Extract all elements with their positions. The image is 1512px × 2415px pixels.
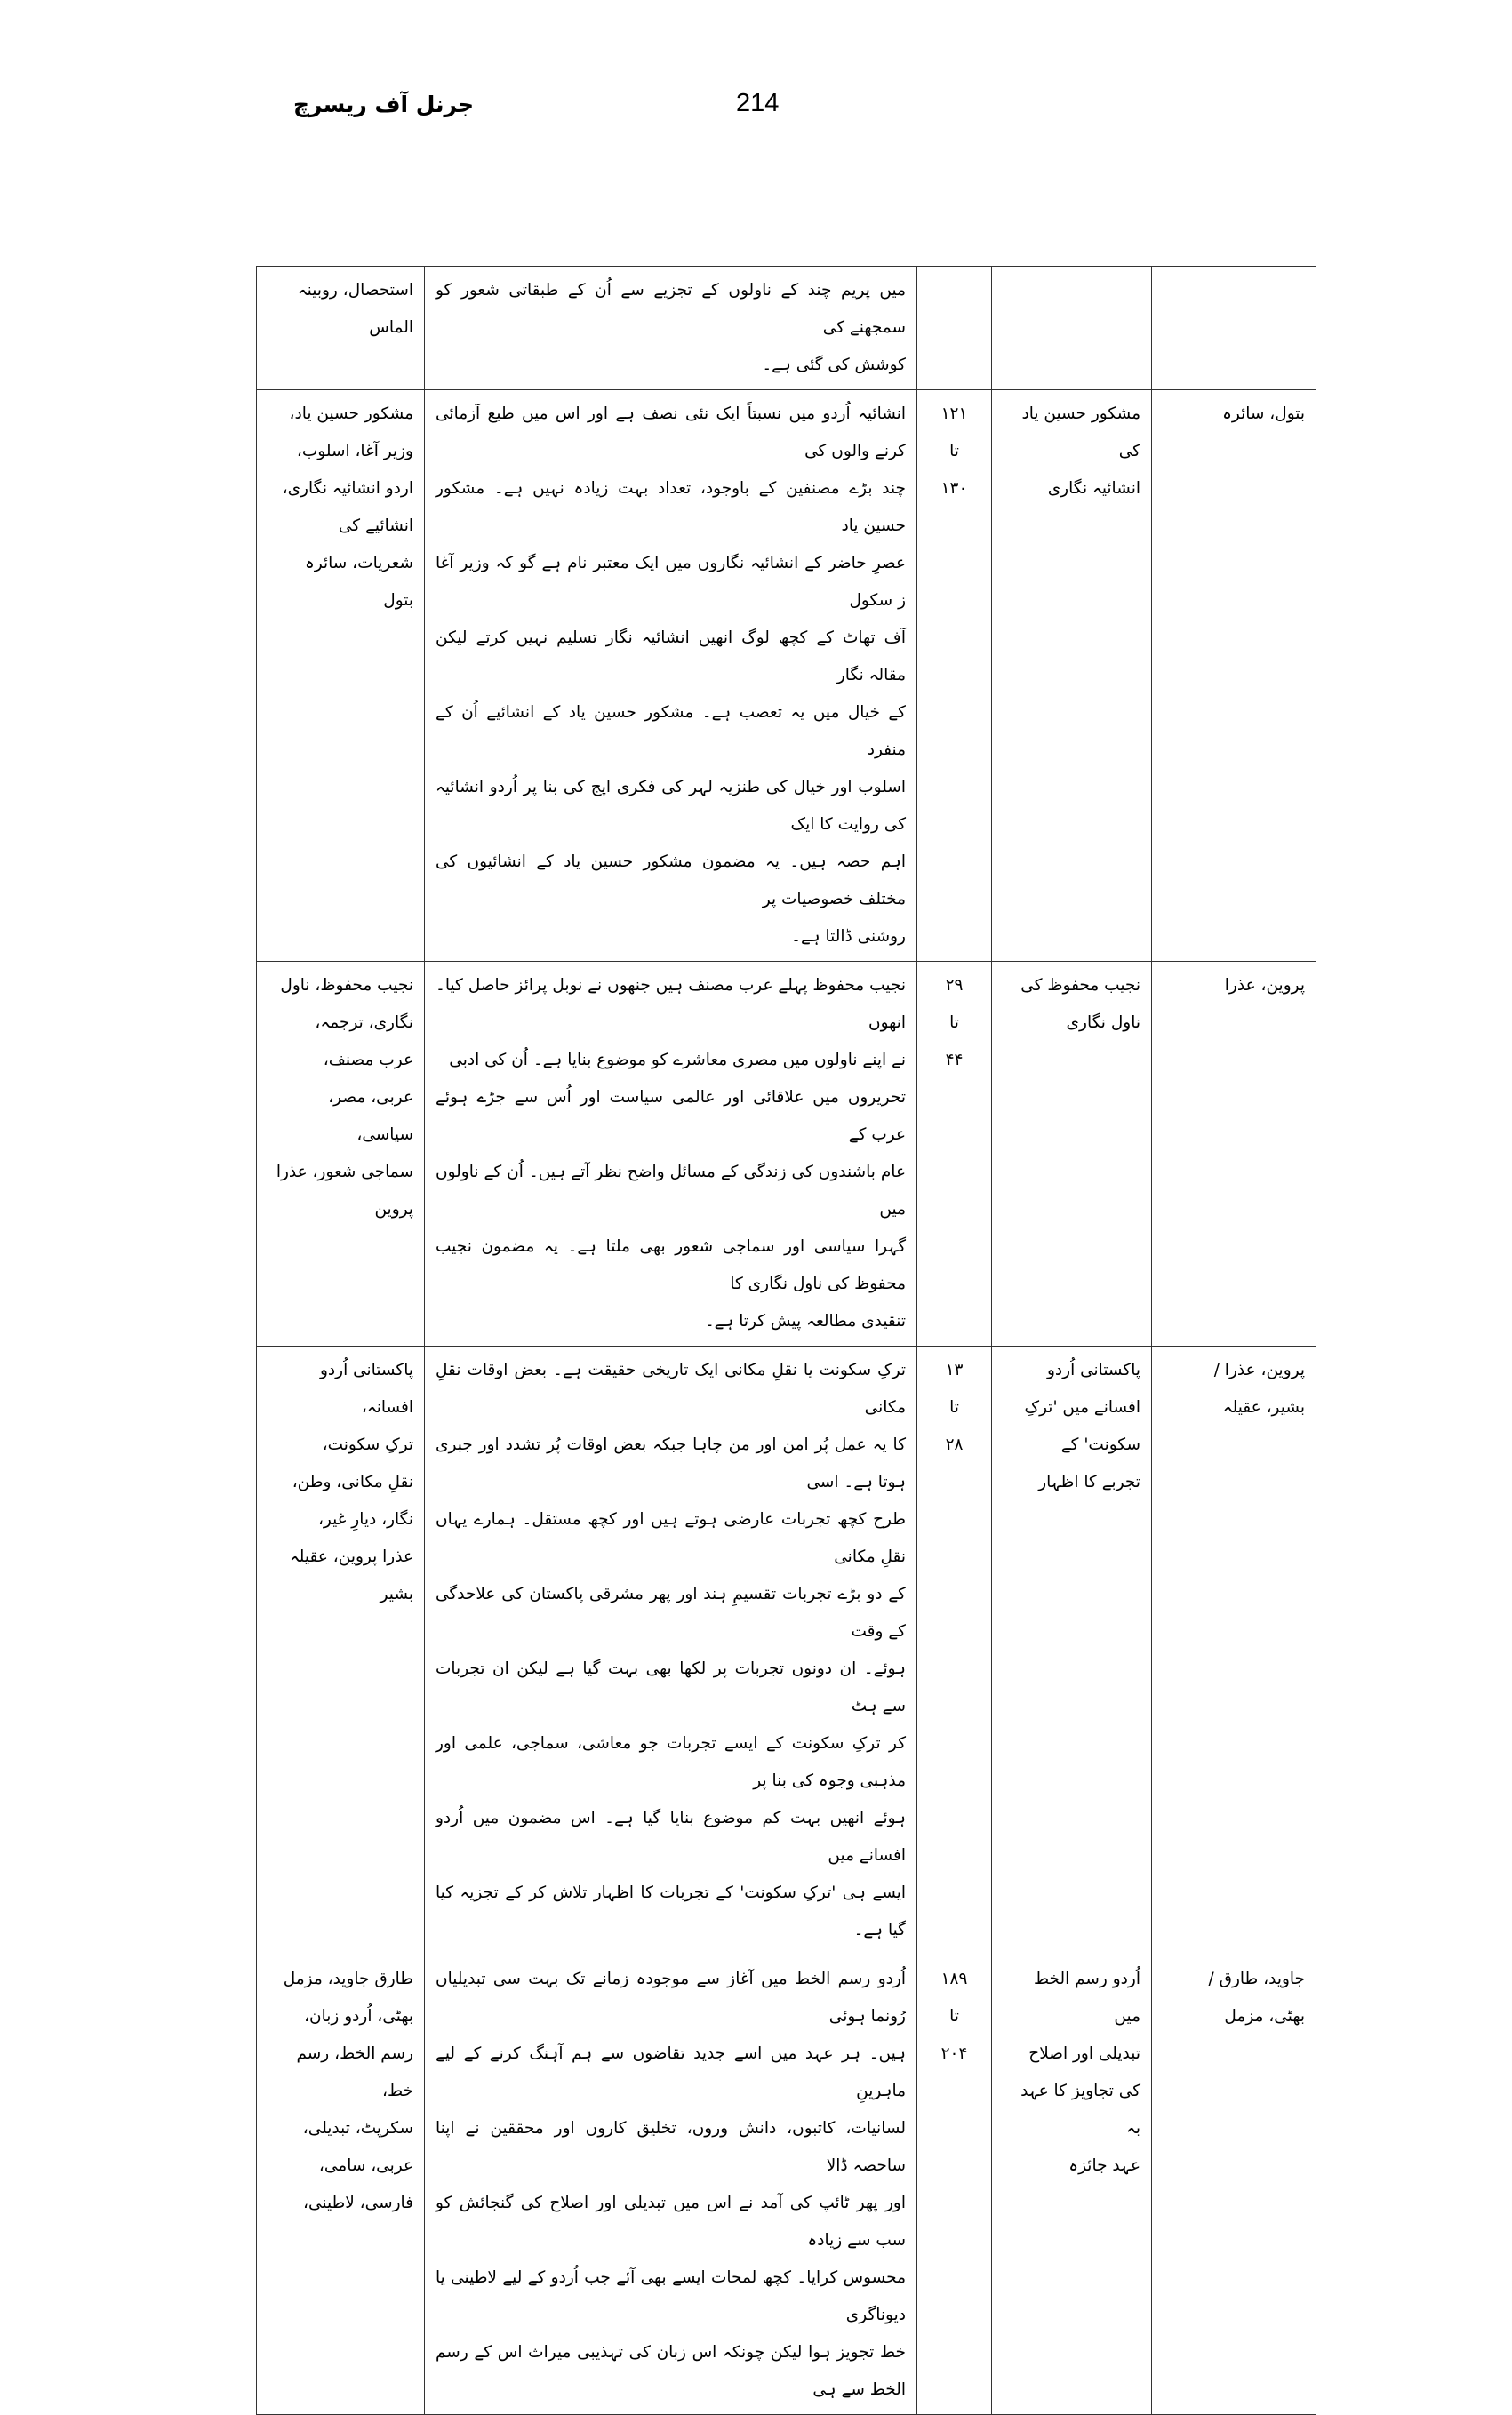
abstract-line: کوشش کی گئی ہے۔ [762,356,906,374]
keywords-line: عربی، سامی، [318,2156,413,2175]
abstract-line: چند بڑے مصنفین کے باوجود، تعداد بہت زیادہ نہیں ہے۔ مشکور حسین یاد [436,479,906,535]
title-line: ناول نگاری [1066,1013,1140,1032]
title-cell [992,390,1152,962]
pages-line: ۱۳۰ [940,479,968,498]
pages-line: ۲۰۴ [940,2044,968,2063]
keywords-line: شعریات، سائرہ [304,554,413,572]
keywords-line: مشکور حسین یاد، [289,404,413,423]
abstract-line: عام باشندوں کی زندگی کے مسائل واضح نظر آتے ہیں۔ اُن کے ناولوں میں [436,1163,906,1219]
title-line: افسانے میں 'ترکِ [1024,1398,1140,1417]
keywords-line: بتول [383,591,413,610]
pages-cell [917,267,992,390]
page-number: 214 [736,89,780,117]
authors-cell [1152,390,1316,962]
abstract-line: ہیں۔ ہر عہد میں اسے جدید تقاضوں سے ہم آہنگ کرنے کے لیے ماہرینِ [436,2044,906,2100]
abstract-line: ہوئے انھیں بہت کم موضوع بنایا گیا ہے۔ اس مضمون میں اُردو افسانے میں [436,1809,906,1865]
authors-cell [1152,1347,1316,1955]
keywords-line: عربی، مصر، سیاسی، [328,1088,413,1144]
keywords-line: عرب مصنف، [323,1051,413,1069]
pages-line: ۴۴ [945,1051,964,1069]
keywords-line: نجیب محفوظ، ناول [280,976,413,995]
keywords-cell [257,390,425,962]
abstract-line: تحریروں میں علاقائی اور عالمی سیاست اور اُس سے جڑے ہوئے عرب کے [436,1088,906,1144]
keywords-line: نگار، دیارِ غیر، [317,1510,413,1529]
authors-cell [1152,962,1316,1347]
pages-cell [917,962,992,1347]
pages-cell [917,1955,992,2415]
abstract-line: نجیب محفوظ پہلے عرب مصنف ہیں جنھوں نے نوبل پرائز حاصل کیا۔ انھوں [436,976,906,1032]
keywords-line: الماس [369,318,413,337]
abstract-line: کر ترکِ سکونت کے ایسے تجربات جو معاشی، سماجی، علمی اور مذہبی وجوہ کی بنا پر [436,1734,906,1790]
authors-line: بشیر، عقیلہ [1222,1398,1305,1417]
abstract-line: اور پھر ٹائپ کی آمد نے اس میں تبدیلی اور اصلاح کی گنجائش کو سب سے زیادہ [436,2194,906,2250]
title-line: پاکستانی اُردو [1046,1361,1140,1379]
abstract-line: گہرا سیاسی اور سماجی شعور بھی ملتا ہے۔ یہ مضمون نجیب محفوظ کی ناول نگاری کا [436,1237,906,1293]
keywords-cell [257,962,425,1347]
abstract-line: عصرِ حاضر کے انشائیہ نگاروں میں ایک معتبر نام ہے گو کہ وزیر آغا ز سکول [436,554,906,610]
keywords-line: ترکِ سکونت، [322,1435,413,1454]
keywords-line: عذرا پروین، عقیلہ [289,1547,413,1566]
abstract-cell [425,267,917,390]
abstract-cell [425,1347,917,1955]
title-cell [992,1347,1152,1955]
keywords-line: طارق جاوید، مزمل [283,1970,413,1988]
keywords-line: استحصال، روبینہ [297,281,413,300]
pages-line: ۱۲۱ [940,404,968,423]
table-row [257,390,1316,962]
authors-line: پروین، عذرا / [1213,1361,1305,1379]
title-line: اُردو رسم الخط میں [1033,1970,1140,2026]
keywords-cell [257,1955,425,2415]
keywords-line: سکرپٹ، تبدیلی، [302,2119,413,2138]
pages-cell [917,1347,992,1955]
table-row [257,962,1316,1347]
abstract-line: طرح کچھ تجربات عارضی ہوتے ہیں اور کچھ مستقل۔ ہمارے یہاں نقلِ مکانی [436,1510,906,1566]
table-row [257,1347,1316,1955]
title-cell [992,962,1152,1347]
pages-line: ۲۸ [945,1435,964,1454]
abstract-line: محسوس کرایا۔ کچھ لمحات ایسے بھی آئے جب اُردو کے لیے لاطینی یا دیوناگری [436,2268,906,2324]
abstract-line: نے اپنے ناولوں میں مصری معاشرے کو موضوع بنایا ہے۔ اُن کی ادبی [449,1051,906,1069]
abstract-line: ہوئے۔ ان دونوں تجربات پر لکھا بھی بہت گیا ہے لیکن ان تجربات سے ہٹ [436,1659,906,1715]
title-line: کی تجاویز کا عہد بہ [1020,2082,1140,2138]
keywords-line: وزیر آغا، اسلوب، [296,442,413,460]
title-line: تجربے کا اظہار [1038,1473,1140,1491]
authors-cell [1152,267,1316,390]
abstract-line: اہم حصہ ہیں۔ یہ مضمون مشکور حسین یاد کے انشائیوں کی مختلف خصوصیات پر [436,852,906,908]
journal-title: جرنل آف ریسرچ [293,92,475,117]
abstract-line: کے دو بڑے تجربات تقسیمِ ہند اور پھر مشرقی پاکستان کی علاحدگی کے وقت [436,1585,906,1641]
pages-line: ۲۹ [945,976,964,995]
keywords-line: پاکستانی اُردو افسانہ، [319,1361,413,1417]
pages-line: ۱۳ [945,1361,964,1379]
keywords-line: انشائیے کی [338,516,413,535]
keywords-line: پروین [374,1200,413,1219]
abstracts-table [256,266,1316,2415]
table-row [257,1955,1316,2415]
pages-cell [917,390,992,962]
abstract-line: اسلوب اور خیال کی طنزیہ لہر کی فکری اپج کی بنا پر اُردو انشائیہ کی روایت کا ایک [436,778,906,834]
abstract-cell [425,1955,917,2415]
authors-line: بتول، سائرہ [1222,404,1305,423]
keywords-cell [257,267,425,390]
abstract-line: لسانیات، کاتبوں، دانش وروں، تخلیق کاروں اور محققین نے اپنا ساحصہ ڈالا [436,2119,906,2175]
title-cell [992,1955,1152,2415]
abstract-line: اُردو رسم الخط میں آغاز سے موجودہ زمانے تک بہت سی تبدیلیاں رُونما ہوئی [436,1970,906,2026]
pages-line: تا [949,2007,959,2026]
title-cell [992,267,1152,390]
abstract-line: تنقیدی مطالعہ پیش کرتا ہے۔ [704,1312,906,1331]
keywords-line: بھٹی، اُردو زبان، [304,2007,413,2026]
authors-line: بھٹی، مزمل [1224,2007,1305,2026]
authors-cell [1152,1955,1316,2415]
keywords-line: بشیر [380,1585,413,1603]
abstract-cell [425,390,917,962]
keywords-line: رسم الخط، رسم خط، [296,2044,413,2100]
pages-line: تا [949,442,959,460]
table-row [257,267,1316,390]
authors-line: پروین، عذرا [1224,976,1305,995]
keywords-line: فارسی، لاطینی، [302,2194,413,2212]
abstract-line: آف تھاٹ کے کچھ لوگ انھیں انشائیہ نگار تسلیم نہیں کرتے لیکن مقالہ نگار [436,628,906,684]
title-line: انشائیہ نگاری [1047,479,1140,498]
keywords-line: سماجی شعور، عذرا [276,1163,413,1181]
abstract-line: انشائیہ اُردو میں نسبتاً ایک نئی نصف ہے اور اس میں طبع آزمائی کرنے والوں کی [436,404,906,460]
abstract-line: ایسے ہی 'ترکِ سکونت' کے تجربات کا اظہار تلاش کر کے تجزیہ کیا گیا ہے۔ [436,1883,906,1939]
abstract-cell [425,962,917,1347]
authors-line: جاوید، طارق / [1208,1970,1305,1988]
pages-line: ۱۸۹ [940,1970,968,1988]
title-line: عہد جائزہ [1068,2156,1140,2175]
title-line: نجیب محفوظ کی [1020,976,1140,995]
abstract-line: میں پریم چند کے ناولوں کے تجزیے سے اُن کے طبقاتی شعور کو سمجھنے کی [436,281,906,337]
abstract-line: کے خیال میں یہ تعصب ہے۔ مشکور حسین یاد کے انشائیے اُن کے منفرد [436,703,906,759]
title-line: تبدیلی اور اصلاح [1028,2044,1140,2063]
abstract-line: کا یہ عمل پُر امن اور من چاہا جبکہ بعض اوقات پُر تشدد اور جبری ہوتا ہے۔ اسی [436,1435,906,1491]
keywords-line: نقلِ مکانی، وطن، [292,1473,413,1491]
abstract-line: روشنی ڈالتا ہے۔ [791,927,906,946]
abstract-line: خط تجویز ہوا لیکن چونکہ اس زبان کی تہذیبی میراث اس کے رسم الخط سے ہی [436,2343,906,2399]
abstract-line: ترکِ سکونت یا نقلِ مکانی ایک تاریخی حقیقت ہے۔ بعض اوقات نقلِ مکانی [436,1361,906,1417]
keywords-cell [257,1347,425,1955]
pages-line: تا [949,1398,959,1417]
title-line: مشکور حسین یاد کی [1021,404,1140,460]
keywords-line: اردو انشائیہ نگاری، [282,479,413,498]
title-line: سکونت' کے [1060,1435,1140,1454]
keywords-line: نگاری، ترجمہ، [315,1013,413,1032]
pages-line: تا [949,1013,959,1032]
